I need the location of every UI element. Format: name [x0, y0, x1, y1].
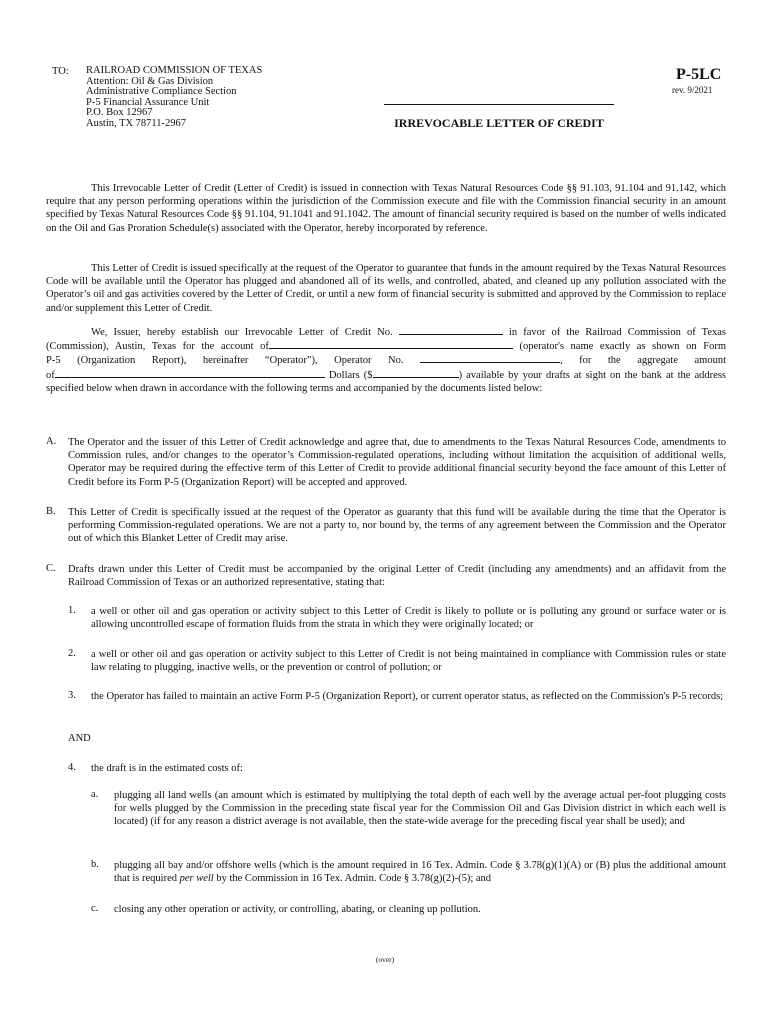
cost-a-text: plugging all land wells (an amount which is estimated by multiplying the total depth of each well by the average actual per-foot plugging costs for wells plugged by the Commission in the preceding state fiscal year for the Commission Oil and Gas Division district in which each well is located) (if for any reason a district average is not available, then the state-wide average for the preceding fiscal year shall be used); and: [114, 790, 726, 828]
title-rule: [384, 104, 614, 105]
establish-text: of: [46, 369, 55, 381]
condition-2-text: a well or other oil and gas operation or activity subject to this Letter of Credit is not being maintained in compliance with Commission rules or state law relating to plugging, inactive wells, or the prevention or control of pollution; or: [91, 649, 726, 674]
and-label: AND: [68, 733, 91, 744]
section-label: A.: [46, 436, 57, 447]
cost-label: a.: [91, 789, 99, 800]
condition-3-text: the Operator has failed to maintain an active Form P-5 (Organization Report), or current operator status, as reflected on the Commission's P-5 records;: [91, 691, 724, 702]
intro-paragraph-text: This Irrevocable Letter of Credit (Letter of Credit) is issued in connection with Texas Natural Resources Code §§ 91.103, 91.104 and 91.142, which require that any person performing operations within the jurisdiction of the Commission execute and file with the Commission financial security in an amount specified by Texas Natural Resources Code §§ 91.104, 91.1041 and 91.1042. The amount of financial security required is based on the number of wells indicated on the Oil and Gas Proration Schedule(s) associated with the Operator, hereby incorporated by reference.: [46, 183, 726, 234]
establish-line-3: [46, 353, 726, 367]
establish-text: P-5 (Organization Report), hereinafter “Operator”), Operator No.: [46, 355, 404, 367]
establish-text: in favor of the Railroad Commission of Texas: [508, 327, 727, 338]
condition-label: 4.: [68, 762, 76, 773]
amount-words-field[interactable]: [55, 368, 325, 378]
condition-1-text: a well or other oil and gas operation or activity subject to this Letter of Credit is likely to pollute or is polluting any ground or surface water or is allowing uncontrolled escape of formation fluids from the strata in which they were originally located; or: [91, 606, 726, 631]
condition-label: 2.: [68, 648, 76, 659]
address-line: Administrative Compliance Section: [86, 86, 237, 98]
intro-paragraph: [46, 182, 726, 235]
document-title: IRREVOCABLE LETTER OF CREDIT: [394, 116, 604, 130]
address-line: RAILROAD COMMISSION OF TEXAS: [86, 65, 263, 76]
establish-line-2: [46, 339, 726, 353]
section-label: B.: [46, 506, 56, 517]
revision-date: rev. 9/2021: [672, 85, 713, 95]
cost-label: c.: [91, 903, 99, 914]
establish-text: We, Issuer, hereby establish our Irrevocable Letter of Credit No.: [91, 327, 393, 338]
establish-text: Dollars ($: [328, 369, 373, 381]
section-b-text: This Letter of Credit is specifically issued at the request of the Operator as guaranty that this fund will be available during the time that the Operator is performing Commission-regulated operations. We are not a party to, nor bound by, the terms of any agreement between the Commission and the Operator out of which this Blanket Letter of Credit may arise.: [68, 507, 726, 545]
cost-label: b.: [91, 859, 99, 870]
establish-line-4: [46, 368, 726, 382]
condition-label: 1.: [68, 605, 76, 616]
cost-b-text-part: by the Commission in 16 Tex. Admin. Code § 3.78(g)(2)-(5); and: [216, 873, 492, 885]
operator-number-field[interactable]: [420, 353, 560, 363]
recipient-address: [86, 66, 262, 130]
cost-b-italic: per well: [179, 873, 214, 885]
section-label: C.: [46, 563, 56, 574]
establish-text: (Commission), Austin, Texas for the account of: [46, 341, 269, 353]
establish-text: (operator's name exactly as shown on Form: [519, 341, 726, 353]
cost-b-text: [114, 859, 726, 885]
to-label: TO:: [52, 66, 69, 77]
page-footer: (over): [375, 955, 395, 964]
establish-line-5: specified below when drawn in accordance with the following terms and accompanied by the documents listed below:: [46, 382, 543, 394]
establish-paragraph: [46, 325, 726, 395]
intro-paragraph-text: This Letter of Credit is issued specifically at the request of the Operator to guarantee that funds in the amount required by the Texas Natural Resources Code will be available until the Operator has plugged and abandoned all of its wells, and controlled, abated, and cleaned up any pollution associated with the Operator’s oil and gas activities covered by the Letter of Credit, or until a new form of financial security is submitted and approved by the Commission to replace and/or supplement this Letter of Credit.: [46, 263, 726, 314]
form-id: P-5LC: [676, 66, 722, 83]
section-a-text: The Operator and the issuer of this Letter of Credit acknowledge and agree that, due to amendments to the Texas Natural Resources Code, amendments to Commission rules, and/or changes to the operator’s Commission-regulated operations, including without limitation the acquisition of additional wells, Operator may be required during the effective term of this Letter of Credit to provide additional financial security beyond the face amount of this Letter of Credit before its Form P-5 (Organization Report) will be accepted and approved.: [68, 437, 726, 488]
intro-paragraph: [46, 262, 726, 315]
address-line: Austin, TX 78711-2967: [86, 117, 187, 129]
address-line: P-5 Financial Assurance Unit: [86, 96, 210, 108]
establish-line-1: [46, 325, 726, 339]
condition-4-text: the draft is in the estimated costs of:: [91, 763, 243, 774]
cost-b-text-part: plugging all bay and/or offshore wells (which is the amount required in 16 Tex. Admin. Code § 3.78(g)(1)(A) or (B) plus the additional amount that is required: [114, 860, 726, 885]
section-c-text: Drafts drawn under this Letter of Credit must be accompanied by the original Letter of Credit (including any amendments) and an affidavit from the Railroad Commission of Texas or an authorized representative, stating that:: [68, 564, 726, 589]
establish-text: , for the aggregate amount: [559, 355, 726, 367]
amount-dollars-field[interactable]: [373, 368, 459, 378]
address-line: Attention: Oil & Gas Division: [86, 75, 214, 87]
condition-label: 3.: [68, 690, 76, 701]
letter-of-credit-number-field[interactable]: [399, 325, 503, 335]
establish-text: ) available by your drafts at sight on the bank at the address: [458, 369, 727, 381]
address-line: P.O. Box 12967: [86, 107, 153, 119]
cost-c-text: closing any other operation or activity, or controlling, abating, or cleaning up pollution.: [114, 904, 481, 915]
operator-account-field[interactable]: [269, 339, 513, 349]
